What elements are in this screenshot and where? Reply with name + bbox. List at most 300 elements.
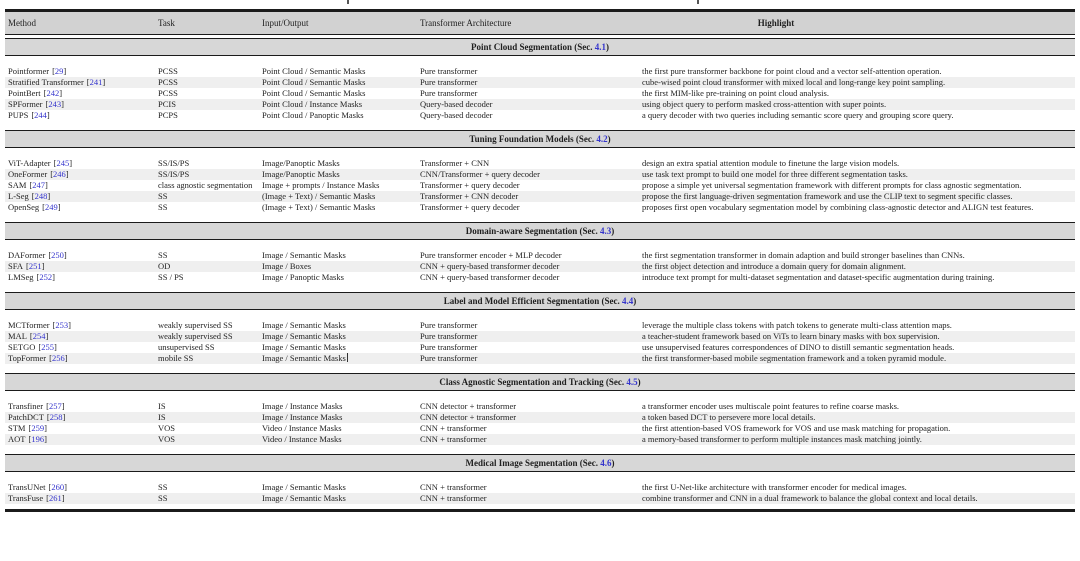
input-output-text: Image / Semantic Masks [262, 482, 346, 492]
citation-open-bracket: [ [46, 412, 50, 422]
method-name: SPFormer [8, 99, 43, 109]
input-output-text: Point Cloud / Semantic Masks [262, 77, 366, 87]
highlight-cell: the first MIM-like pre-training on point cloud analysis. [642, 88, 829, 98]
task-cell: VOS [158, 423, 176, 433]
highlight-cell: using object query to perform masked cross-attention with super points. [642, 99, 887, 109]
citation-close-bracket: ] [41, 261, 45, 271]
highlight-cell: a transformer encoder uses multiscale point features to refine coarse masks. [642, 401, 900, 411]
table-row [5, 110, 1075, 121]
caption-fragment [347, 0, 349, 4]
citation-close-bracket: ] [61, 401, 65, 411]
citation-link[interactable] [37, 272, 55, 282]
method-name: SAM [8, 180, 27, 190]
citation-number: 258 [49, 412, 63, 422]
architecture-cell: Pure transformer [420, 342, 478, 352]
citation-open-bracket: [ [46, 401, 49, 411]
citation-open-bracket: [ [52, 320, 56, 330]
section-title: Domain-aware Segmentation [465, 226, 578, 236]
citation-close-bracket: ] [102, 77, 106, 87]
citation-link[interactable] [29, 180, 47, 190]
table-section [5, 292, 1075, 364]
input-output-cell [259, 202, 417, 213]
table-row [5, 353, 1075, 364]
table-row [5, 180, 1075, 191]
highlight-cell: use unsupervised features correspondences of DINO to distill semantic segmentation heads. [642, 342, 955, 352]
input-output-cell [259, 88, 417, 99]
citation-link[interactable] [28, 434, 46, 444]
section-ref-suffix: ) [637, 377, 641, 387]
architecture-cell: CNN detector + transformer [420, 412, 517, 422]
input-output-text: Video / Instance Masks [262, 423, 342, 433]
method-name: Stratified Transformer [8, 77, 84, 87]
method-cell [5, 250, 155, 261]
input-output-text: Image / Semantic Masks [262, 331, 346, 341]
method-cell [5, 191, 155, 202]
input-output-text: Point Cloud / Semantic Masks [262, 66, 366, 76]
citation-close-bracket: ] [57, 202, 61, 212]
task-cell: IS [158, 412, 166, 422]
citation-open-bracket: [ [28, 434, 32, 444]
section-ref-prefix: (Sec. [603, 377, 627, 387]
task-cell: PCSS [158, 66, 178, 76]
section-ref-suffix: ) [611, 458, 615, 468]
section-rows [5, 401, 1075, 445]
column-header-architecture: Transformer Architecture [420, 18, 512, 28]
architecture-cell: CNN + transformer [420, 423, 487, 433]
citation-number: 255 [41, 342, 54, 352]
citation-close-bracket: ] [44, 434, 47, 444]
table-row [5, 99, 1075, 110]
method-cell [5, 261, 155, 272]
task-cell: SS/IS/PS [158, 158, 190, 168]
input-output-text: Image / Semantic Masks [262, 353, 346, 363]
citation-link[interactable] [87, 77, 105, 87]
table-body [5, 38, 1075, 504]
table-row [5, 88, 1075, 99]
architecture-cell: CNN + transformer [420, 493, 487, 503]
architecture-cell: Transformer + query decoder [420, 180, 520, 190]
input-output-cell [259, 169, 417, 180]
citation-link[interactable] [48, 250, 66, 260]
task-cell: SS [158, 493, 168, 503]
method-cell [5, 158, 155, 169]
method-name: STM [8, 423, 26, 433]
citation-open-bracket: [ [53, 158, 57, 168]
input-output-text: Point Cloud / Panoptic Masks [262, 110, 364, 120]
method-cell [5, 77, 155, 88]
architecture-cell: Query-based decoder [420, 110, 493, 120]
citation-link[interactable] [53, 320, 71, 330]
citation-close-bracket: ] [64, 482, 67, 492]
citation-open-bracket: [ [25, 261, 29, 271]
citation-number: 253 [55, 320, 69, 330]
input-output-cell [259, 261, 417, 272]
table-section [5, 454, 1075, 504]
input-output-cell [259, 320, 417, 331]
input-output-cell [259, 272, 417, 283]
highlight-cell: propose the first language-driven segmentation framework and use the CLIP text to segment specific classes. [642, 191, 1013, 201]
architecture-cell: Transformer + CNN [420, 158, 490, 168]
input-output-cell [259, 353, 417, 364]
citation-close-bracket: ] [52, 272, 55, 282]
task-cell: SS [158, 482, 168, 492]
method-name: TransUNet [8, 482, 46, 492]
input-output-text: Image/Panoptic Masks [262, 158, 340, 168]
table-section [5, 130, 1075, 213]
task-cell: SS / PS [158, 272, 184, 282]
citation-link[interactable] [54, 158, 72, 168]
architecture-cell: Pure transformer encoder + MLP decoder [420, 250, 562, 260]
method-name: DAFormer [8, 250, 46, 260]
citation-open-bracket: [ [28, 423, 32, 433]
method-cell [5, 99, 155, 110]
method-cell [5, 272, 155, 283]
input-output-cell [259, 401, 417, 412]
section-ref-suffix: ) [611, 226, 615, 236]
citation-close-bracket: ] [61, 493, 65, 503]
section-ref-suffix: ) [606, 42, 609, 52]
citation-close-bracket: ] [59, 88, 63, 98]
citation-close-bracket: ] [61, 99, 64, 109]
table-row [5, 191, 1075, 202]
method-name: PointBert [8, 88, 41, 98]
citation-close-bracket: ] [45, 331, 49, 341]
section-ref-prefix: (Sec. [577, 458, 601, 468]
input-output-cell [259, 482, 417, 493]
table-row [5, 272, 1075, 283]
architecture-cell: CNN + query-based transformer decoder [420, 272, 560, 282]
citation-number: 196 [31, 434, 45, 444]
method-name: TransFuse [8, 493, 44, 503]
table-row [5, 320, 1075, 331]
method-name: SFA [8, 261, 23, 271]
method-cell [5, 110, 155, 121]
input-output-cell [259, 110, 417, 121]
architecture-cell: Pure transformer [420, 77, 478, 87]
task-cell: PCSS [158, 77, 178, 87]
input-output-text: (Image + Text) / Semantic Masks [262, 191, 376, 201]
citation-number: 244 [34, 110, 47, 120]
section-header [5, 130, 1075, 148]
highlight-cell: combine transformer and CNN in a dual framework to balance the global context and local details. [642, 493, 978, 503]
method-name: PatchDCT [8, 412, 44, 422]
section-ref-prefix: (Sec. [577, 226, 601, 236]
table-section [5, 222, 1075, 283]
citation-close-bracket: ] [44, 423, 47, 433]
section-rows [5, 482, 1075, 504]
highlight-cell: a memory-based transformer to perform multiple instances mask matching jointly. [642, 434, 922, 444]
method-name: MCTformer [8, 320, 50, 330]
input-output-cell [259, 180, 417, 191]
task-cell: unsupervised SS [158, 342, 215, 352]
citation-close-bracket: ] [63, 250, 67, 260]
citation-open-bracket: [ [50, 169, 54, 179]
citation-open-bracket: [ [43, 88, 47, 98]
architecture-cell: Pure transformer [420, 320, 478, 330]
citation-link[interactable] [49, 353, 67, 363]
section-ref-link[interactable]: 4.3 [600, 226, 612, 236]
method-cell [5, 88, 155, 99]
citation-number: 252 [39, 272, 53, 282]
citation-open-bracket: [ [45, 99, 49, 109]
architecture-cell: CNN + transformer [420, 434, 487, 444]
table-row [5, 331, 1075, 342]
table-row [5, 250, 1075, 261]
citation-close-bracket: ] [63, 66, 67, 76]
highlight-cell: leverage the multiple class tokens with patch tokens to generate multi-class attention maps. [642, 320, 952, 330]
input-output-text: Image / Instance Masks [262, 401, 343, 411]
method-name: TopFormer [8, 353, 47, 363]
table-row [5, 493, 1075, 504]
citation-close-bracket: ] [62, 412, 66, 422]
highlight-cell: propose a simple yet universal segmentation framework with different prompts for class agnostic segmentation. [642, 180, 1022, 190]
section-title: Tuning Foundation Models [469, 134, 574, 144]
citation-link[interactable] [50, 169, 68, 179]
citation-close-bracket: ] [69, 158, 73, 168]
input-output-text: Image/Panoptic Masks [262, 169, 340, 179]
input-output-cell [259, 250, 417, 261]
citation-link[interactable] [42, 202, 60, 212]
table-row [5, 342, 1075, 353]
table-row [5, 412, 1075, 423]
citation-open-bracket: [ [29, 180, 33, 190]
architecture-cell: Query-based decoder [420, 99, 493, 109]
citation-open-bracket: [ [48, 250, 52, 260]
task-cell: weakly supervised SS [158, 320, 233, 330]
input-output-cell [259, 342, 417, 353]
method-cell [5, 169, 155, 180]
citation-link[interactable] [31, 110, 49, 120]
table-row [5, 77, 1075, 88]
citation-open-bracket: [ [52, 66, 55, 76]
input-output-cell [259, 493, 417, 504]
citation-link[interactable] [30, 331, 48, 341]
citation-link[interactable] [32, 191, 50, 201]
method-cell [5, 202, 155, 213]
architecture-cell: CNN/Transformer + query decoder [420, 169, 540, 179]
citation-number: 248 [34, 191, 48, 201]
task-cell: mobile SS [158, 353, 194, 363]
citation-close-bracket: ] [68, 320, 71, 330]
citation-link[interactable] [26, 261, 44, 271]
citation-number: 241 [89, 77, 103, 87]
architecture-cell: CNN detector + transformer [420, 401, 517, 411]
highlight-cell: a query decoder with two queries including semantic score query and grouping score query. [642, 110, 954, 120]
table-row [5, 158, 1075, 169]
citation-open-bracket: [ [42, 202, 46, 212]
table-section [5, 38, 1075, 121]
architecture-cell: Transformer + CNN decoder [420, 191, 519, 201]
method-name: Transfiner [8, 401, 44, 411]
citation-open-bracket: [ [36, 272, 40, 282]
highlight-cell: a teacher-student framework based on ViTs to learn binary masks with box supervision. [642, 331, 940, 341]
method-name: AOT [8, 434, 26, 444]
method-name: PUPS [8, 110, 29, 120]
input-output-text: Video / Instance Masks [262, 434, 342, 444]
section-ref-link[interactable]: 4.6 [600, 458, 612, 468]
task-cell: weakly supervised SS [158, 331, 233, 341]
task-cell: PCSS [158, 88, 178, 98]
input-output-cell [259, 66, 417, 77]
input-output-cell [259, 191, 417, 202]
input-output-text: Image / Boxes [262, 261, 312, 271]
citation-link[interactable] [38, 342, 56, 352]
citation-close-bracket: ] [47, 191, 51, 201]
task-cell: PCIS [158, 99, 176, 109]
column-header-input-output: Input/Output [262, 18, 309, 28]
architecture-cell: Pure transformer [420, 353, 478, 363]
method-cell [5, 331, 155, 342]
table-row [5, 169, 1075, 180]
task-cell: PCPS [158, 110, 178, 120]
input-output-cell [259, 99, 417, 110]
citation-close-bracket: ] [45, 180, 48, 190]
architecture-cell: CNN + transformer [420, 482, 487, 492]
input-output-text: Image / Semantic Masks [262, 493, 346, 503]
citation-close-bracket: ] [64, 353, 68, 363]
caption-fragment [697, 0, 699, 4]
highlight-cell: the first transformer-based mobile segmentation framework and a token pyramid module. [642, 353, 947, 363]
text-cursor-artifact [347, 353, 348, 362]
section-header [5, 222, 1075, 240]
task-cell: SS/IS/PS [158, 169, 190, 179]
section-ref-link[interactable]: 4.5 [626, 377, 638, 387]
input-output-text: Image / Panoptic Masks [262, 272, 344, 282]
method-cell [5, 342, 155, 353]
method-cell [5, 423, 155, 434]
column-header-task: Task [158, 18, 175, 28]
input-output-cell [259, 77, 417, 88]
section-title: Label and Model Efficient Segmentation [443, 296, 600, 306]
input-output-cell [259, 158, 417, 169]
highlight-cell: use task text prompt to build one model for three different segmentation tasks. [642, 169, 908, 179]
architecture-cell: Transformer + query decoder [420, 202, 520, 212]
section-ref-suffix: ) [607, 134, 611, 144]
architecture-cell: CNN + query-based transformer decoder [420, 261, 560, 271]
input-output-text: Point Cloud / Semantic Masks [262, 88, 366, 98]
citation-link[interactable] [48, 482, 66, 492]
method-cell [5, 353, 155, 364]
citation-open-bracket: [ [31, 110, 35, 120]
highlight-cell: the first U-Net-like architecture with transformer encoder for medical images. [642, 482, 907, 492]
citation-number: 261 [48, 493, 62, 503]
citation-number: 254 [32, 331, 46, 341]
citation-link[interactable] [47, 412, 65, 422]
method-cell [5, 493, 155, 504]
column-header-highlight: Highlight [757, 18, 795, 28]
highlight-cell: introduce text prompt for multi-dataset segmentation and dataset-specific augmentation during training. [642, 272, 995, 282]
section-ref-link[interactable]: 4.2 [596, 134, 608, 144]
section-ref-suffix: ) [633, 296, 637, 306]
highlight-cell: proposes first open vocabulary segmentation model by combining class-agnostic detector and ALIGN test features. [642, 202, 1034, 212]
input-output-text: Image / Instance Masks [262, 412, 343, 422]
citation-number: 257 [48, 401, 62, 411]
citation-link[interactable] [46, 401, 64, 411]
method-name: SETGO [8, 342, 36, 352]
input-output-text: Image + prompts / Instance Masks [262, 180, 380, 190]
citation-number: 256 [51, 353, 65, 363]
input-output-text: Image / Semantic Masks [262, 320, 346, 330]
method-cell [5, 66, 155, 77]
table-row [5, 434, 1075, 445]
citation-link[interactable] [52, 66, 66, 76]
citation-number: 29 [54, 66, 64, 76]
citation-number: 245 [56, 158, 70, 168]
highlight-cell: the first attention-based VOS framework for VOS and use mask matching for propagation. [642, 423, 951, 433]
task-cell: OD [158, 261, 171, 271]
section-ref-link[interactable]: 4.1 [594, 42, 606, 52]
input-output-cell [259, 423, 417, 434]
citation-open-bracket: [ [31, 191, 35, 201]
highlight-cell: the first object detection and introduce a domain query for domain alignment. [642, 261, 906, 271]
input-output-cell [259, 434, 417, 445]
highlight-cell: design an extra spatial attention module to finetune the large vision models. [642, 158, 900, 168]
citation-close-bracket: ] [53, 342, 57, 352]
citation-open-bracket: [ [49, 353, 52, 363]
citation-number: 250 [51, 250, 64, 260]
table-row [5, 261, 1075, 272]
citation-number: 251 [28, 261, 42, 271]
table-row [5, 202, 1075, 213]
method-name: OneFormer [8, 169, 48, 179]
citation-number: 249 [45, 202, 58, 212]
citation-open-bracket: [ [86, 77, 90, 87]
section-rows [5, 66, 1075, 121]
method-name: MAL [8, 331, 27, 341]
citation-number: 246 [53, 169, 66, 179]
section-rows [5, 250, 1075, 283]
highlight-cell: the first segmentation transformer in domain adaption and build stronger baselines than CNNs. [642, 250, 965, 260]
citation-link[interactable] [46, 493, 64, 503]
table-row [5, 401, 1075, 412]
citation-number: 259 [31, 423, 45, 433]
input-output-text: Image / Semantic Masks [262, 342, 346, 352]
method-cell [5, 180, 155, 191]
section-ref-link[interactable]: 4.4 [622, 296, 634, 306]
citation-close-bracket: ] [65, 169, 69, 179]
citation-link[interactable] [44, 88, 62, 98]
method-name: ViT-Adapter [8, 158, 51, 168]
task-cell: VOS [158, 434, 176, 444]
section-ref-prefix: (Sec. [599, 296, 622, 306]
section-header [5, 292, 1075, 310]
citation-open-bracket: [ [48, 482, 52, 492]
section-header [5, 454, 1075, 472]
column-header-method: Method [8, 18, 36, 28]
input-output-text: (Image + Text) / Semantic Masks [262, 202, 376, 212]
task-cell: SS [158, 191, 168, 201]
section-title: Point Cloud Segmentation [470, 42, 572, 52]
citation-link[interactable] [45, 99, 63, 109]
citation-link[interactable] [28, 423, 46, 433]
method-name: LMSeg [8, 272, 34, 282]
method-cell [5, 434, 155, 445]
table-header-row [5, 12, 1075, 35]
section-title: Class Agnostic Segmentation and Tracking [439, 377, 604, 387]
section-ref-prefix: (Sec. [572, 42, 595, 52]
method-cell [5, 320, 155, 331]
task-cell: SS [158, 202, 168, 212]
method-cell [5, 482, 155, 493]
section-header [5, 373, 1075, 391]
section-ref-prefix: (Sec. [573, 134, 597, 144]
task-cell: class agnostic segmentation [158, 180, 253, 190]
architecture-cell: Pure transformer [420, 66, 478, 76]
table-row [5, 66, 1075, 77]
table-row [5, 482, 1075, 493]
citation-open-bracket: [ [46, 493, 49, 503]
highlight-cell: cube-wised point cloud transformer with mixed local and long-range key point sampling. [642, 77, 946, 87]
